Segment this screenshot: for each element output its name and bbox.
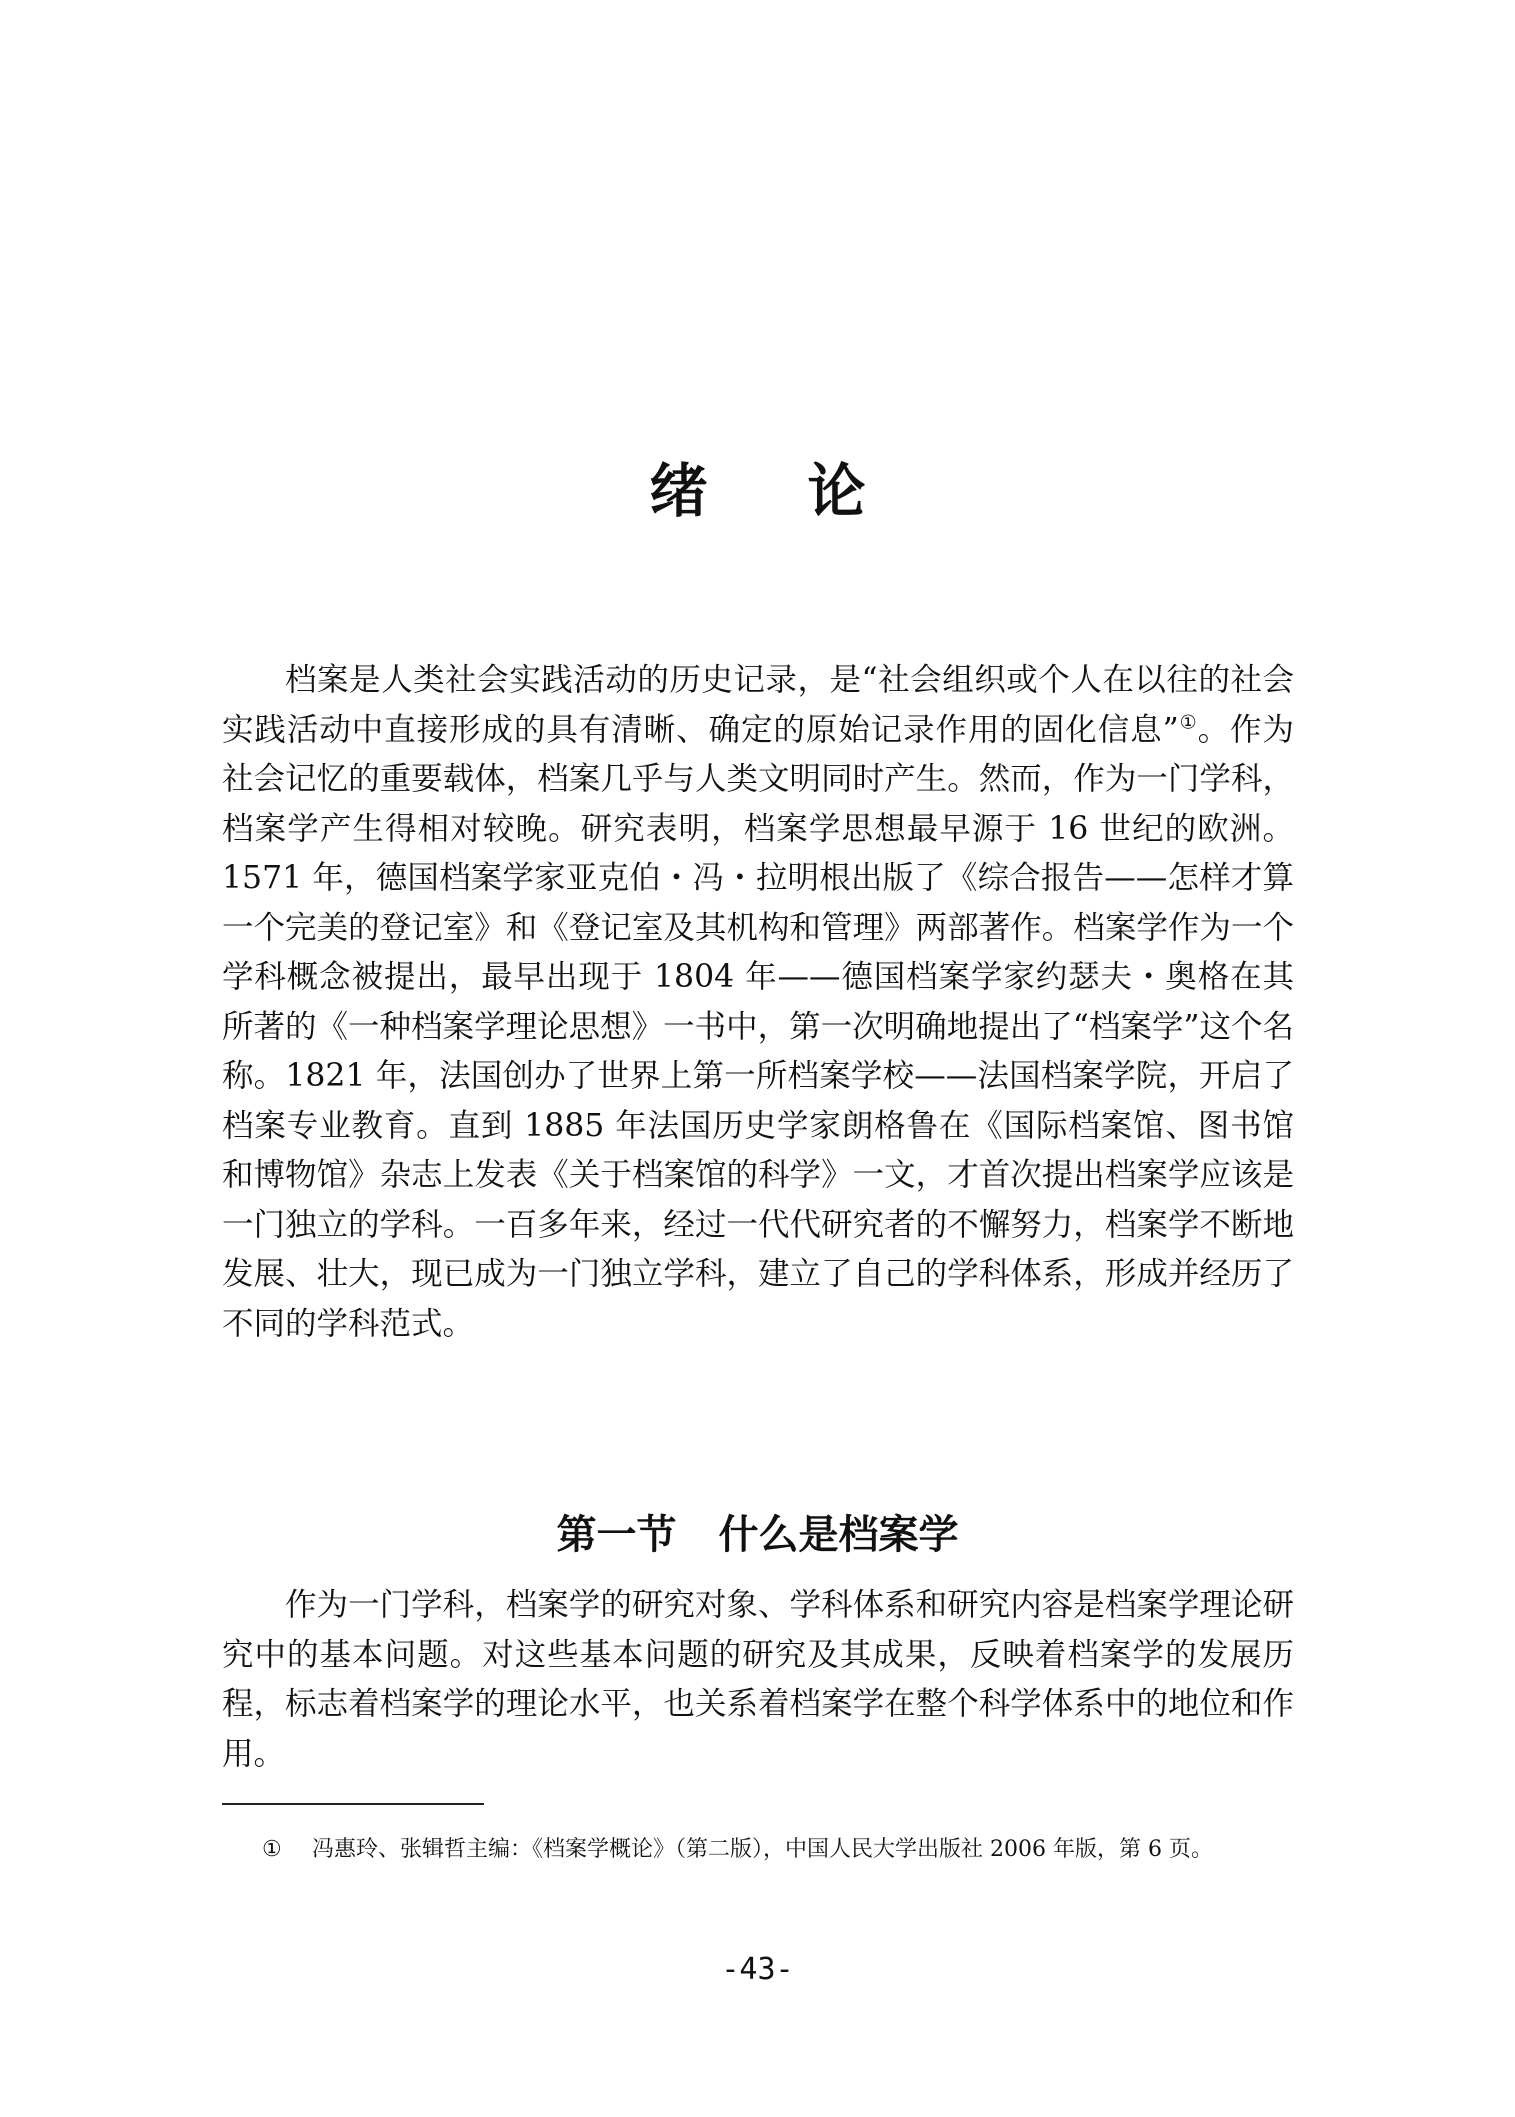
footnote-reference: ①	[1178, 711, 1198, 733]
footnote-text: 冯惠玲、张辑哲主编：《档案学概论》（第二版），中国人民大学出版社 2006 年版，第 6 页。	[312, 1837, 1213, 1862]
chapter-title: 绪论	[649, 456, 966, 525]
intro-paragraph-text-after-ref: 。作为社会记忆的重要载体，档案几乎与人类文明同时产生。然而，作为一门学科，档案学产生得相对较晚。研究表明，档案学思想最早源于 16 世纪的欧洲。1571 年，德国档案学家亚克伯・冯・拉明根出版了《综合报告——怎样才算一个完美的登记室》和《登记室及其机构和管理》两部著作。档案学作为一个学科概念被提出，最早出现于 1804 年——德国档案学家约瑟夫・奥格在其所著的《一种档案学理论思想》一书中，第一次明确地提出了“档案学”这个名称。1821 年，法国创办了世界上第一所档案学校——法国档案学院，开启了档案专业教育。直到 1885 年法国历史学家朗格鲁在《国际档案馆、图书馆和博物馆》杂志上发表《关于档案馆的科学》一文，才首次提出档案学应该是一门独立的学科。一百多年来，经过一代代研究者的不懈努力，档案学不断地发展、壮大，现已成为一门独立学科，建立了自己的学科体系，形成并经历了不同的学科范式。	[222, 711, 1294, 1342]
section-paragraph: 作为一门学科，档案学的研究对象、学科体系和研究内容是档案学理论研究中的基本问题。对这些基本问题的研究及其成果，反映着档案学的发展历程，标志着档案学的理论水平，也关系着档案学在整个科学体系中的地位和作用。	[222, 1587, 1294, 1772]
footnote-divider	[222, 1803, 484, 1805]
page-number: -43-	[721, 1952, 794, 1987]
intro-paragraph	[222, 656, 1294, 1349]
section-title: 第一节 什么是档案学	[556, 1511, 959, 1559]
intro-paragraph-text-before-ref: 档案是人类社会实践活动的历史记录，是“社会组织或个人在以往的社会实践活动中直接形成的具有清晰、确定的原始记录作用的固化信息”	[222, 662, 1294, 748]
footnote	[262, 1833, 1292, 1867]
footnote-mark: ①	[262, 1837, 282, 1862]
